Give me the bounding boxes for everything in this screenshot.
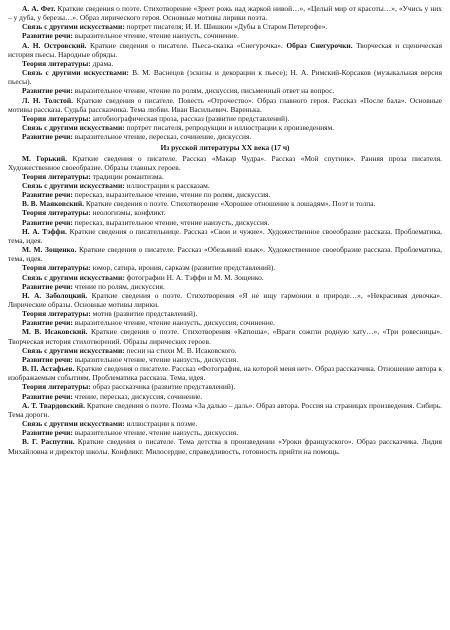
bold-text: Теория литературы: bbox=[22, 208, 91, 218]
body-text: Краткие сведения о писателе. Повесть «Отрочество». Образ главного героя. Рассказ «После бала». Основные мотивы рассказа. Судьба рассказчика. Тема любви. Иван Васильевич. Варенька. bbox=[8, 95, 442, 114]
paragraph bbox=[8, 382, 442, 391]
body-text: автобиографическая проза, рассказ (развитие представлений). bbox=[90, 113, 290, 123]
bold-text: Развитие речи: bbox=[22, 190, 73, 200]
bold-text: Связь с другими искусствами: bbox=[22, 272, 125, 282]
bold-text: В. В. Маяковский. bbox=[22, 199, 84, 209]
body-text: выразительное чтение, пересказ, сочинение, дискуссия. bbox=[72, 132, 252, 142]
bold-text: Из русской литературы XX века (17 ч) bbox=[160, 143, 290, 153]
paragraph bbox=[8, 132, 442, 141]
body-text: Краткие сведения о писателе. Рассказ «Обезьяний язык». Художественное своеобразие рассказа. Проблематика, тема, идея. bbox=[8, 245, 442, 264]
body-text: традиции романтизма. bbox=[90, 171, 164, 181]
bold-text: Связь с другими искусствами: bbox=[22, 345, 125, 355]
bold-text: Связь с другими искусствами: bbox=[22, 22, 125, 32]
body-text: Краткие сведения о поэте. Стихотворения «Катюша», «Враги сожгли родную хату…», «Три ровесницы». Творческая история стихотворений. Образы лирических героев. bbox=[8, 327, 442, 346]
paragraph bbox=[8, 114, 442, 123]
paragraph bbox=[8, 282, 442, 291]
body-text: выразительное чтение, чтение наизусть, дискуссия. bbox=[72, 428, 239, 438]
body-text: фотографии Н. А. Тэффи и М. М. Зощенко. bbox=[124, 272, 264, 282]
body-text: пересказ, выразительное чтение, чтение наизусть, дискуссия. bbox=[72, 217, 270, 227]
bold-text: А. Т. Твардовский. bbox=[22, 400, 85, 410]
body-text: выразительное чтение, чтение по ролям, дискуссия, письменный ответ на вопрос. bbox=[72, 86, 335, 96]
body-text: неологизмы, конфликт. bbox=[90, 208, 166, 218]
paragraph bbox=[8, 263, 442, 272]
body-text: драма. bbox=[90, 58, 114, 68]
bold-text: М. В. Исаковский. bbox=[22, 327, 88, 337]
paragraph bbox=[8, 86, 442, 95]
paragraph bbox=[8, 437, 442, 455]
body-text: выразительное чтение, чтение наизусть, дискуссия, сочинение. bbox=[72, 318, 275, 328]
body-text: песни на стихи М. В. Исаковского. bbox=[124, 345, 237, 355]
bold-text: Развитие речи: bbox=[22, 132, 73, 142]
paragraph bbox=[8, 355, 442, 364]
body-text: чтение, пересказ, дискуссия, сочинение. bbox=[72, 391, 203, 401]
bold-text: Развитие речи: bbox=[22, 86, 73, 96]
body-text: Краткие сведения о писателе. Тема детства в произведении «Уроки французского». Образ рассказчика. Лидия Михайловна и директор школы. Конфликт. Милосердие, справедливость, готовность прийти на помощь. bbox=[8, 437, 442, 456]
paragraph bbox=[8, 273, 442, 282]
body-text: иллюстрации к рассказам. bbox=[124, 180, 210, 190]
body-text: портрет писателя; И. И. Шишкин «Дубы в Старом Петергофе». bbox=[124, 22, 328, 32]
bold-text: Развитие речи: bbox=[22, 31, 73, 41]
paragraph bbox=[8, 309, 442, 318]
bold-text: Связь с другими искусствами: bbox=[22, 419, 125, 429]
paragraph bbox=[8, 41, 442, 59]
body-text: Краткие сведения о писателе. Рассказ «Макар Чудра». Рассказ «Мой спутник». Ранняя проза писателя. Художественное своеобразие. Образы главных героев. bbox=[8, 153, 442, 172]
body-text: пересказ, выразительное чтение, чтение по ролям, дискуссия. bbox=[72, 190, 271, 200]
body-text: иллюстрации к поэме. bbox=[124, 419, 198, 429]
paragraph bbox=[8, 22, 442, 31]
paragraph bbox=[8, 31, 442, 40]
paragraph bbox=[8, 419, 442, 428]
bold-text: Н. А. Тэффи. bbox=[22, 226, 67, 236]
bold-text: Н. А. Заболоцкий. bbox=[22, 290, 88, 300]
paragraph bbox=[8, 227, 442, 245]
section-heading bbox=[8, 143, 442, 152]
body-text: Краткие сведения о писателе. Рассказ «Фотография, на которой меня нет». Образ рассказчика. Отношение автора к изображаемым событиям. Проблематика рассказа. Тема, идея. bbox=[8, 364, 443, 383]
bold-text: В. П. Астафьев. bbox=[22, 364, 75, 374]
body-text: Творческая и сценическая история пьесы. Народные обряды. bbox=[8, 40, 442, 59]
paragraph bbox=[8, 172, 442, 181]
bold-text: В. Г. Распутин. bbox=[22, 437, 75, 447]
body-text: выразительное чтение, чтение наизусть, сочинение. bbox=[72, 31, 239, 41]
paragraph bbox=[8, 318, 442, 327]
paragraph bbox=[8, 327, 442, 345]
paragraph bbox=[8, 199, 442, 208]
paragraph bbox=[8, 364, 442, 382]
body-text: Краткие сведения о писателе. Пьеса-сказка «Снегурочка». bbox=[86, 40, 287, 50]
bold-text: Образ Снегурочки. bbox=[286, 40, 353, 50]
body-text: выразительное чтение, чтение наизусть, дискуссия. bbox=[72, 354, 239, 364]
bold-text: Теория литературы: bbox=[22, 382, 91, 392]
paragraph bbox=[8, 346, 442, 355]
bold-text: М. Горький. bbox=[22, 153, 67, 163]
bold-text: Развитие речи: bbox=[22, 391, 73, 401]
bold-text: Теория литературы: bbox=[22, 263, 91, 273]
body-text: Краткие сведения о поэте. Стихотворения «Я не ищу гармонии в природе…», «Некрасивая девочка». Лирические образы. Основные мотивы лирики. bbox=[8, 290, 442, 309]
bold-text: А. А. Фет. bbox=[22, 4, 56, 13]
paragraph bbox=[8, 401, 442, 419]
paragraph bbox=[8, 181, 442, 190]
bold-text: Развитие речи: bbox=[22, 354, 73, 364]
bold-text: Развитие речи: bbox=[22, 318, 73, 328]
paragraph bbox=[8, 68, 442, 86]
body-text: Краткие сведения о поэте. Поэма «За далью – даль». Образ автора. Россия на страницах произведения. Сибирь. Тема дороги. bbox=[8, 400, 442, 419]
paragraph bbox=[8, 154, 442, 172]
paragraph bbox=[8, 96, 442, 114]
paragraph bbox=[8, 59, 442, 68]
bold-text: Л. Н. Толстой. bbox=[22, 95, 74, 105]
paragraph bbox=[8, 123, 442, 132]
paragraph bbox=[8, 218, 442, 227]
bold-text: М. М. Зощенко. bbox=[22, 245, 77, 255]
body-text: В. М. Васнецов (эскизы и декорации к пьесе); Н. А. Римский-Корсаков (музыкальная версия пьесы). bbox=[8, 68, 442, 87]
bold-text: Теория литературы: bbox=[22, 58, 91, 68]
bold-text: Теория литературы: bbox=[22, 113, 91, 123]
bold-text: Развитие речи: bbox=[22, 217, 73, 227]
body-text: портрет писателя, репродукции и иллюстрации к произведениям. bbox=[124, 123, 335, 133]
body-text: образ рассказчика (развитие представлений). bbox=[90, 382, 236, 392]
bold-text: Развитие речи: bbox=[22, 281, 73, 291]
bold-text: Теория литературы: bbox=[22, 309, 91, 319]
bold-text: Развитие речи: bbox=[22, 428, 73, 438]
body-text: Краткие сведения о поэте. Стихотворение «Хорошее отношение к лошадям». Поэт и толпа. bbox=[83, 199, 376, 209]
bold-text: Связь с другими искусствами: bbox=[22, 123, 125, 133]
paragraph bbox=[8, 4, 442, 22]
body-text: мотив (развитие представлений). bbox=[90, 309, 198, 319]
paragraph bbox=[8, 428, 442, 437]
body-text: чтение по ролям, дискуссия. bbox=[72, 281, 165, 291]
body-text: Краткие сведения о писательнице. Рассказ «Свои и чужие». Художественное своеобразие рассказа. Проблематика, тема, идея. bbox=[8, 226, 442, 245]
bold-text: Теория литературы: bbox=[22, 171, 91, 181]
paragraph bbox=[8, 245, 442, 263]
bold-text: Связь с другими искусствами: bbox=[22, 68, 129, 78]
bold-text: А. Н. Островский. bbox=[22, 40, 87, 50]
body-text: Краткие сведения о поэте. Стихотворение «Зреет рожь над жаркой нивой…», «Целый мир от красоты…», «Учись у них – у дуба, у березы…». Образ лирического героя. Основные мотивы лирики поэта. bbox=[8, 4, 443, 23]
body-text: юмор, сатира, ирония, сарказм (развитие представлений). bbox=[90, 263, 276, 273]
paragraph bbox=[8, 392, 442, 401]
paragraph bbox=[8, 208, 442, 217]
bold-text: Связь с другими искусствами: bbox=[22, 180, 125, 190]
paragraph bbox=[8, 190, 442, 199]
paragraph bbox=[8, 291, 442, 309]
